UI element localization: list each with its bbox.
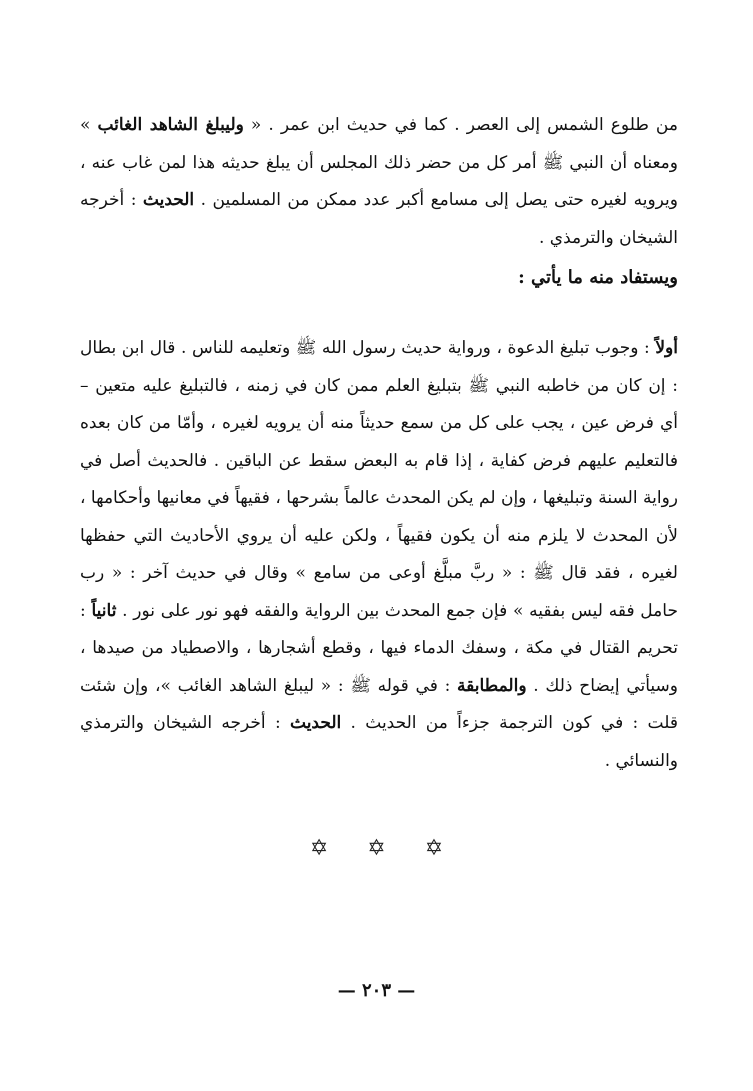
page-number: — ٢٠٣ — [337, 980, 416, 1001]
star-icon: ✡ [309, 836, 329, 861]
para2-text-1: : وجوب تبليغ الدعوة ، ورواية حديث رسول الله ﷺ وتعليمه للناس . قال ابن بطال : إن كان من خاطبه النبي ﷺ بتبليغ العلم ممن كان في زمنه ، فالتبليغ عليه متعين – أي فرض عين ، يجب على كل من سمع حديثاً منه أن يرويه لغيره ، وأمّا من كان بعده فالتعليم عليهم فرض كفاية ، إذا قام به البعض سقط عن الباقين . فالحديث أصل في رواية السنة وتبليغها ، وإن لم يكن المحدث عالماً بشرحها ، فقيهاً في معانيها وأحكامها ، لأن المحدث لا يلزم منه أن يكون فقيهاً ، ولكن عليه أن يروي الأحاديث التي حفظها لغيره ، فقد قال ﷺ : « ربَّ مبلَّغ أوعى من سامع » وقال في حديث آخر : « رب حامل فقه ليس بفقيه » فإن جمع المحدث بين الرواية والفقه فهو نور على نور . [80, 338, 678, 621]
paragraph-benefits [80, 330, 678, 780]
para2-bold-first: أولاً [655, 338, 678, 358]
para2-text-2: : تحريم القتال في مكة ، وسفك الدماء فيها ، وقطع أشجارها ، والاصطياد من صيدها ، وسيأتي إيضاح ذلك . [80, 600, 678, 696]
para1-text-2: » ومعناه أن النبي ﷺ أمر كل من حضر ذلك المجلس أن يبلغ حديثه هذا لمن غاب عنه ، ويرويه لغيره حتى يصل إلى مسامع أكبر عدد ممكن من المسلمين . [80, 115, 678, 210]
para2-bold-second: ثانياً [91, 600, 117, 621]
para1-bold-hadith-quote: وليبلغ الشاهد الغائب [97, 115, 244, 135]
para2-text-4: : أخرجه الشيخان والترمذي والنسائي . [80, 713, 678, 771]
para2-bold-correspondence: والمطابقة [457, 675, 527, 696]
paragraph-intro [80, 107, 678, 257]
section-heading: ويستفاد منه ما يأتي : [518, 267, 678, 288]
star-icon: ✡ [424, 836, 444, 861]
para1-text-3: : أخرجه الشيخان والترمذي . [80, 190, 678, 248]
star-icon: ✡ [367, 836, 386, 861]
para1-text-1: من طلوع الشمس إلى العصر . كما في حديث ابن عمر . « [243, 115, 678, 135]
para2-bold-hadith-label: الحديث [290, 713, 342, 733]
section-separator [0, 836, 753, 861]
para2-text-3: : في قوله ﷺ : « ليبلغ الشاهد الغائب »، وإن شئت قلت : في كون الترجمة جزءاً من الحديث . [80, 675, 678, 733]
para1-bold-hadith-label: الحديث [142, 190, 195, 210]
